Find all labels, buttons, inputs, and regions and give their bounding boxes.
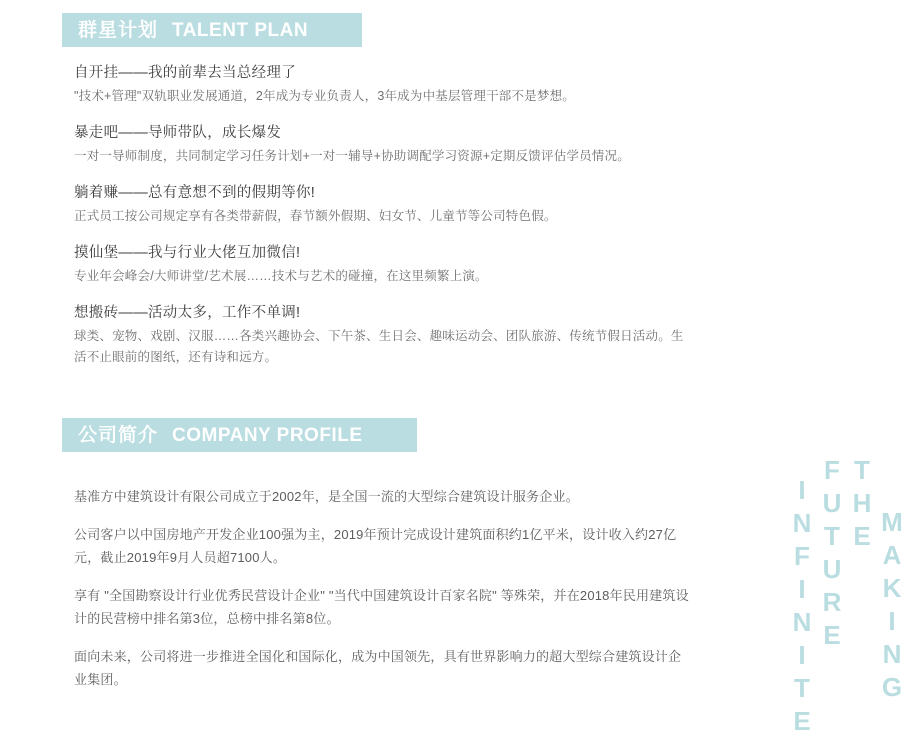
talent-item-title: 摸仙堡——我与行业大佬互加微信!	[74, 245, 301, 261]
talent-item	[74, 120, 694, 167]
talent-item	[74, 180, 694, 227]
side-slogan	[785, 455, 907, 739]
slogan-line-future: FUTURE	[817, 455, 847, 653]
slogan-line-the: THE	[847, 455, 877, 554]
banner-title-en: TALENT PLAN	[172, 19, 309, 41]
company-profile-body	[74, 472, 694, 706]
talent-item-desc: 球类、宠物、戏剧、汉服……各类兴趣协会、下午茶、生日会、趣味运动会、团队旅游、传统节假日活动。生活不止眼前的图纸，还有诗和远方。	[74, 329, 684, 364]
talent-item-title: 躺着赚——总有意想不到的假期等你!	[74, 185, 316, 201]
talent-plan-list	[74, 60, 694, 381]
talent-item-title: 想搬砖——活动太多，工作不单调!	[74, 305, 301, 321]
profile-paragraph: 公司客户以中国房地产开发企业100强为主，2019年预计完成设计建筑面积约1亿平米，设计收入约27亿元，截止2019年9月人员超7100人。	[74, 527, 677, 565]
talent-item-desc: 一对一导师制度，共同制定学习任务计划+一对一辅导+协助调配学习资源+定期反馈评估学员情况。	[74, 149, 630, 163]
talent-item-desc: "技术+管理"双轨职业发展通道，2年成为专业负责人，3年成为中基层管理干部不是梦想。	[74, 89, 575, 103]
profile-paragraph: 享有 "全国勘察设计行业优秀民营设计企业" "当代中国建筑设计百家名院" 等殊荣，并在2018年民用建筑设计的民营榜中排名第3位，总榜中排名第8位。	[74, 588, 689, 626]
talent-item-desc: 专业年会峰会/大师讲堂/艺术展……技术与艺术的碰撞，在这里频繁上演。	[74, 269, 488, 283]
banner-title-en: COMPANY PROFILE	[172, 424, 363, 446]
talent-item-title: 暴走吧——导师带队，成长爆发	[74, 125, 282, 141]
slogan-line-infinite: INFINITE	[787, 475, 817, 739]
talent-item	[74, 300, 694, 368]
talent-item-title: 自开挂——我的前辈去当总经理了	[74, 65, 296, 81]
talent-item	[74, 240, 694, 287]
section-banner-company-profile	[62, 418, 417, 452]
slogan-line-making: MAKING	[877, 507, 907, 705]
banner-title-cn: 群星计划	[78, 19, 159, 41]
banner-title-cn: 公司简介	[78, 424, 159, 446]
profile-paragraph: 面向未来，公司将进一步推进全国化和国际化，成为中国领先，具有世界影响力的超大型综合建筑设计企业集团。	[74, 649, 682, 687]
talent-item	[74, 60, 694, 107]
section-banner-talent-plan	[62, 13, 362, 47]
talent-item-desc: 正式员工按公司规定享有各类带薪假，春节额外假期、妇女节、儿童节等公司特色假。	[74, 209, 557, 223]
profile-paragraph: 基准方中建筑设计有限公司成立于2002年，是全国一流的大型综合建筑设计服务企业。	[74, 489, 579, 504]
